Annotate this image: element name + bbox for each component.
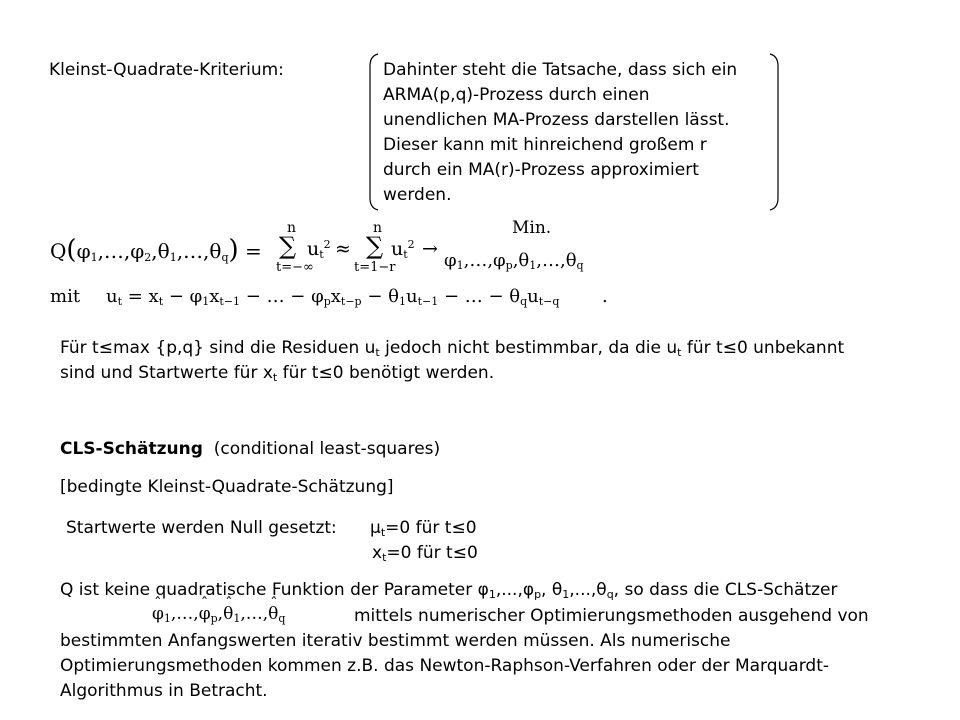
closing-line-3: bestimmten Anfangswerten iterativ bestimmt werden müssen. Als numerische: [60, 631, 731, 651]
note-line-4: Dieser kann mit hinreichend großem r: [383, 135, 707, 155]
closing-line-4: Optimierungsmethoden kommen z.B. das Newton-Raphson-Verfahren oder der Marquardt-: [60, 656, 830, 676]
note-line-6: werden.: [383, 185, 452, 205]
note-line-1: Dahinter steht die Tatsache, dass sich ein: [383, 60, 738, 80]
note-line-3: unendlichen MA-Prozess darstellen lässt.: [383, 110, 730, 130]
note-line-2: ARMA(p,q)-Prozess durch einen: [383, 85, 650, 105]
min-label: Min.: [512, 218, 552, 238]
start-u: $\mu_t=0$ für t≤0: [370, 518, 477, 539]
residuals-line-2: sind und Startwerte für $x_t$ für t≤0 benötigt werden.: [60, 363, 495, 384]
closing-line-2: mittels numerischer Optimierungsmethoden ausgehend von: [354, 606, 869, 626]
closing-line-1: Q ist keine quadratische Funktion der Parameter $\varphi_1,...,\varphi_p$, $\theta_1,...,\theta_q$, so dass die CLS-Schätzer: [60, 580, 838, 601]
period: .: [602, 286, 608, 307]
closing-line-5: Algorithmus in Betracht.: [60, 681, 268, 701]
start-x: $x_t=0$ für t≤0: [372, 543, 478, 564]
residuals-line-1: Für t≤max {p,q} sind die Residuen $u_t$ jedoch nicht bestimmbar, da die $u_t$ für t≤0 unbekannt: [60, 338, 845, 359]
estimators: ˆ $\varphi_1,\dots,ˆ$ $\varphi_p,ˆ$ $\theta_1,\dots,ˆ$ $\theta_q$: [152, 604, 285, 624]
approx-sign: ≈: [335, 238, 351, 260]
arrow-sign: →: [422, 238, 438, 260]
q-symbol: Q: [50, 239, 67, 263]
cls-heading: [60, 437, 440, 461]
cls-title-de: [bedingte Kleinst-Quadrate-Schätzung]: [60, 477, 394, 497]
note-line-5: durch ein MA(r)-Prozess approximiert: [383, 160, 699, 180]
start-values-label: Startwerte werden Null gesetzt:: [66, 518, 337, 538]
cls-title: CLS-Schätzung: [60, 439, 203, 459]
cls-title-en: (conditional least-squares): [213, 439, 441, 459]
mit-label: mit: [50, 286, 81, 307]
kqk-label: Kleinst-Quadrate-Kriterium:: [49, 60, 284, 80]
